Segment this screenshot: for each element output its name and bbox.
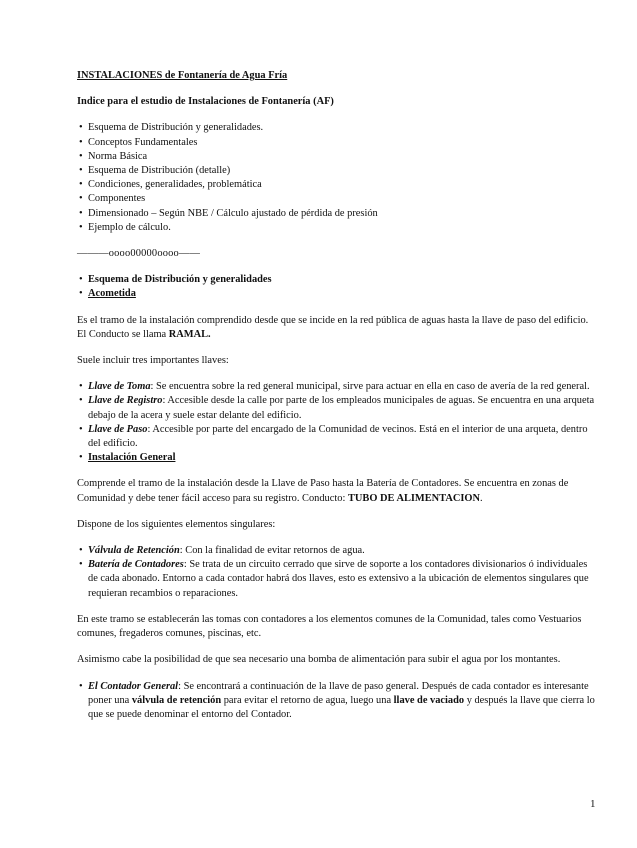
llaves-list (77, 380, 597, 465)
index-list (77, 121, 597, 235)
index-item: • Dimensionado – Según NBE / Cálculo ajustado de pérdida de presión (77, 207, 597, 221)
elementos-intro: Dispone de los siguientes elementos singulares: (77, 518, 276, 530)
elementos-list (77, 544, 597, 601)
index-item: • Esquema de Distribución (detalle) (77, 164, 597, 178)
section-heading-esquema (77, 273, 597, 287)
acometida-paragraph: Es el tramo de la instalación comprendido desde que se incide en la red pública de aguas hasta la llave de paso del edificio. El Conducto se llama RAMAL. (77, 314, 589, 340)
separator-line: ———oooo00000oooo—— (77, 248, 201, 260)
llave-paso-item: • Llave de Paso: Accesible por parte del encargado de la Comunidad de vecinos. Está en el interior de una arqueta, dentro del edificio. (77, 423, 597, 451)
bateria-contadores-item: • Batería de Contadores: Se trata de un circuito cerrado que sirve de soporte a los contadores divisionarios ó individuales de cada abonado. Entorno a cada contador habrá dos llaves, esto es extensivo a la ubicación de elementos singulares que requieran recambios o reparaciones. (77, 558, 597, 601)
section-heading-acometida (77, 287, 597, 301)
page-title: INSTALACIONES de Fontanería de Agua Fría (77, 70, 288, 81)
document-page (77, 69, 597, 722)
esquema-heading: Esquema de Distribución y generalidades (88, 274, 272, 286)
contador-list (77, 680, 597, 723)
section-heading-list (77, 273, 597, 301)
index-item: • Esquema de Distribución y generalidades. (77, 121, 597, 135)
index-subtitle: Indice para el estudio de Instalaciones de Fontanería (AF) (77, 96, 334, 108)
llaves-intro: Suele incluir tres importantes llaves: (77, 355, 229, 367)
index-item: • Condiciones, generalidades, problemática (77, 178, 597, 192)
llave-toma-item: • Llave de Toma: Se encuentra sobre la red general municipal, sirve para actuar en ella en caso de avería de la red general. (77, 380, 597, 394)
tomas-paragraph: En este tramo se establecerán las tomas con contadores a los elementos comunes de la Comunidad, tales como Vestuarios comunes, fregaderos comunes, piscinas, etc. (77, 613, 582, 640)
acometida-heading: Acometida (88, 288, 136, 300)
index-item: • Ejemplo de cálculo. (77, 221, 597, 235)
instalacion-paragraph: Comprende el tramo de la instalación desde la Llave de Paso hasta la Batería de Contadores. Se encuentra en zonas de Comunidad y debe tener fácil acceso para su registro. Conducto: TUBO DE ALIMENTACION. (77, 478, 569, 504)
contador-general-item: • El Contador General: Se encontrará a continuación de la llave de paso general. Después de cada contador es interesante poner una válvula de retención para evitar el retorno de agua, luego una llave de vaciado y después la llave que cierra lo que se puede denominar el entorno del Contador. (77, 680, 597, 723)
llave-registro-item: • Llave de Registro: Accesible desde la calle por parte de los empleados municipales de aguas. Se encuentra en una arqueta debajo de la acera y suele estar delante del edificio. (77, 394, 597, 422)
index-item: • Conceptos Fundamentales (77, 136, 597, 150)
section-heading-instalacion (77, 451, 597, 465)
index-item: • Norma Básica (77, 150, 597, 164)
page-number: 1 (590, 798, 596, 810)
valvula-retencion-item: • Válvula de Retención: Con la finalidad de evitar retornos de agua. (77, 544, 597, 558)
bomba-paragraph: Asimismo cabe la posibilidad de que sea necesario una bomba de alimentación para subir el agua por los montantes. (77, 654, 561, 666)
instalacion-heading: Instalación General (88, 452, 176, 464)
index-item: • Componentes (77, 192, 597, 206)
